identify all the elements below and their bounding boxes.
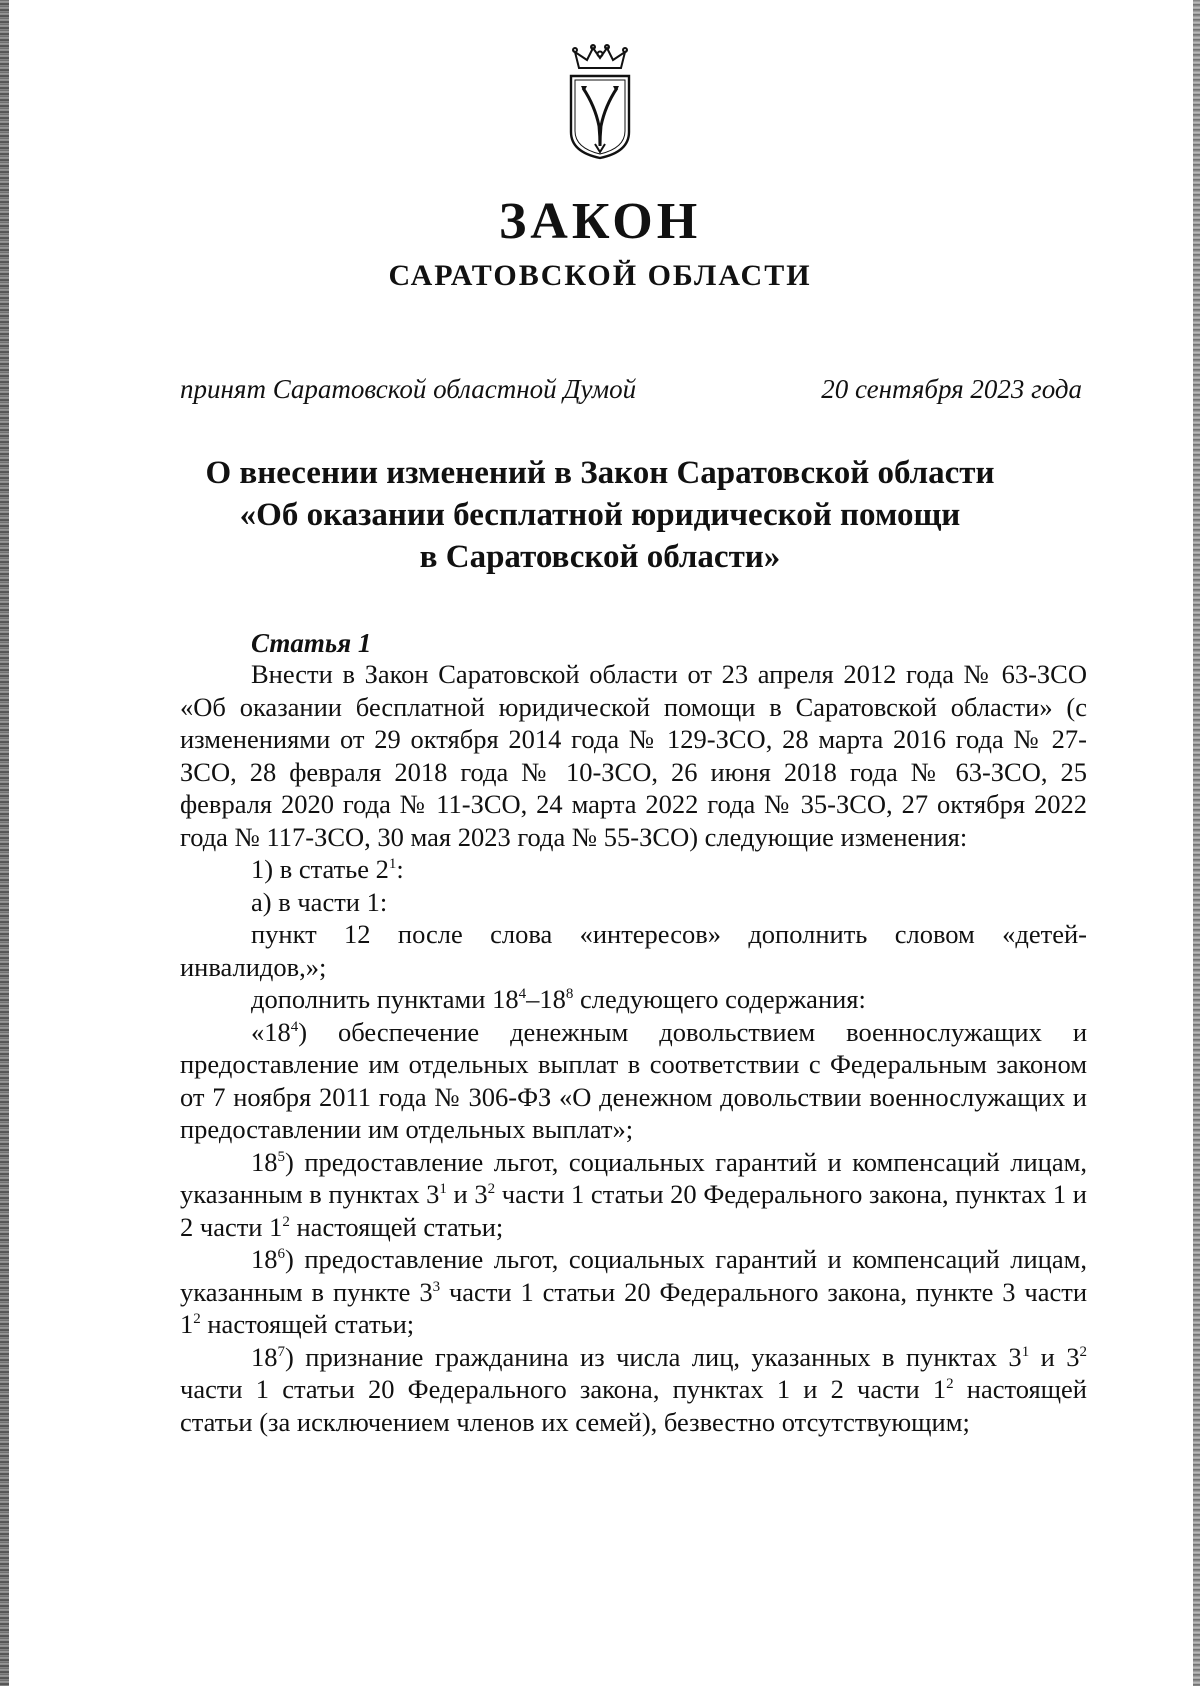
- amendment-point-18-7: $18^7$) признание гражданина из числа лиц, указанных в пунктах $3^1$ и $3^2$ части 1 статьи 20 Федерального закона, пунктах 1 и 2 части $1^2$ настоящей статьи (за исключением членов их семей), безвестно отсутствующим;: [180, 1341, 1087, 1437]
- article-title: Статья 1: [251, 628, 372, 658]
- document-type-title: ЗАКОН: [498, 193, 702, 250]
- law-heading-line: в Саратовской области»: [419, 539, 781, 575]
- adoption-date: 20 сентября 2023 года: [821, 374, 1082, 404]
- amendment-item-1a: а) в части 1:: [251, 886, 388, 917]
- article-body: [180, 658, 1087, 1438]
- law-heading-line: «Об оказании бесплатной юридической помощи: [239, 497, 961, 533]
- amendment-item-1: 1) в статье $2^1$:: [251, 854, 404, 884]
- article-intro: Внести в Закон Саратовской области от 23 апреля 2012 года № 63-ЗСО «Об оказании бесплатной юридической помощи в Саратовской области» (с изменениями от 29 октября 2014 года № 129-ЗСО, 28 марта 2016 года № 27-ЗСО, 28 февраля 2018 года № 10-ЗСО, 26 июня 2018 года № 63-ЗСО, 25 февраля 2020 года № 11-ЗСО, 24 марта 2022 года № 35-ЗСО, 27 октября 2022 года № 117-ЗСО, 30 мая 2023 года № 55-ЗСО) следующие изменения:: [180, 659, 1087, 852]
- saratov-coat-of-arms-icon: [565, 44, 635, 162]
- amendment-point-18-5: $18^5$) предоставление льгот, социальных гарантий и компенсаций лицам, указанным в пунктах $3^1$ и $3^2$ части 1 статьи 20 Федерального закона, пунктах 1 и 2 части $1^2$ настоящей статьи;: [180, 1146, 1087, 1242]
- adoption-authority: принят Саратовской областной Думой: [180, 374, 637, 404]
- amendment-point-18-4: «$18^4$) обеспечение денежным довольствием военнослужащих и предоставление им отдельных выплат в соответствии с Федеральным законом от 7 ноября 2011 года № 306-ФЗ «О денежном довольствии военнослужащих и предоставлении им отдельных выплат»;: [180, 1016, 1087, 1144]
- law-heading: [0, 452, 1200, 578]
- amendment-point-18-6: $18^6$) предоставление льгот, социальных гарантий и компенсаций лицам, указанным в пункте $3^3$ части 1 статьи 20 Федерального закона, пункте 3 части $1^2$ настоящей статьи;: [180, 1244, 1087, 1339]
- region-subtitle: САРАТОВСКОЙ ОБЛАСТИ: [388, 259, 812, 292]
- law-heading-line: О внесении изменений в Закон Саратовской области: [205, 455, 995, 491]
- amendment-point-12: пункт 12 после слова «интересов» дополнить словом «детей-инвалидов,»;: [180, 919, 1087, 982]
- amendment-add-points: дополнить пунктами $18^4-18^8$ следующего содержания:: [251, 984, 866, 1014]
